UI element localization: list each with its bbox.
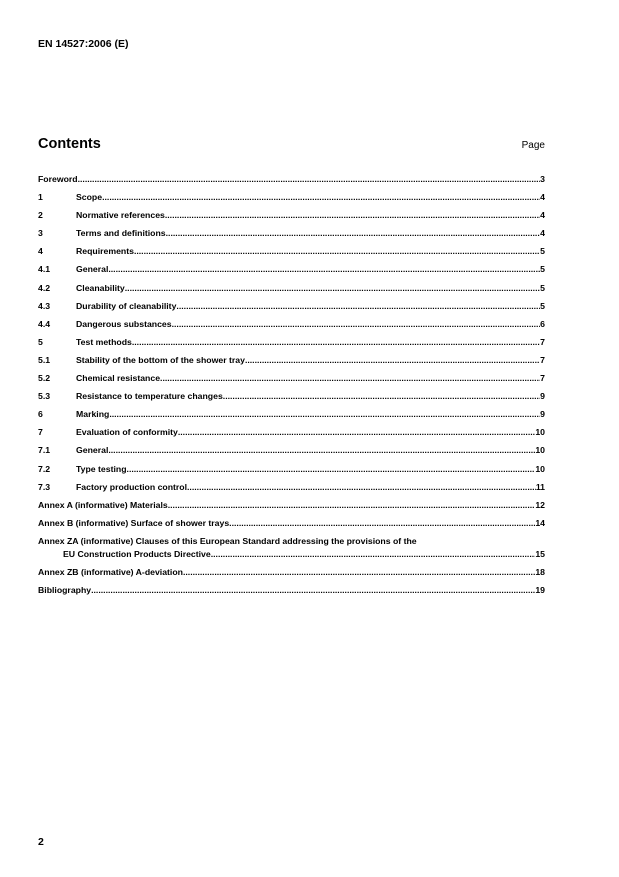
toc-entry-number: 7.3 [38, 481, 51, 492]
page-number: 2 [38, 836, 44, 848]
toc-entry[interactable] [38, 246, 545, 264]
leader-dots [176, 301, 540, 311]
toc-entry[interactable] [38, 536, 545, 563]
toc-entry[interactable] [38, 228, 545, 246]
toc-entry-page: 5 [540, 300, 545, 311]
toc-entry-page: 9 [540, 391, 545, 402]
toc-entry-title: Normative references [76, 210, 165, 221]
toc-entry-page: 4 [540, 228, 545, 239]
toc-entry-title: Cleanability [76, 282, 125, 293]
toc-entry[interactable] [38, 373, 545, 391]
toc-entry-page: 14 [535, 517, 545, 528]
toc-entry-page: 7 [540, 354, 545, 365]
toc-entry-title: Durability of cleanability [76, 300, 177, 311]
toc-entry-page: 9 [540, 409, 545, 420]
toc-entry-title: Annex B (informative) Surface of shower trays [38, 517, 230, 528]
toc-entry[interactable] [38, 355, 545, 373]
leader-dots [134, 246, 540, 256]
toc-entry-page: 7 [540, 373, 545, 384]
toc-entry-number: 3 [38, 228, 43, 239]
toc-entry-number: 4.4 [38, 318, 51, 329]
leader-dots [102, 192, 540, 202]
toc-entry-title: Dangerous substances [76, 318, 172, 329]
toc-entry-title: Requirements [76, 246, 134, 257]
toc-entry-title: Type testing [76, 463, 127, 474]
page-title: Contents [38, 136, 101, 152]
toc-entry-title: Annex ZB (informative) A-deviation [38, 566, 183, 577]
toc-entry[interactable] [38, 427, 545, 445]
toc-entry-title: Bibliography [38, 584, 92, 595]
toc-entry-page: 5 [540, 246, 545, 257]
toc-entry-number: 4.1 [38, 264, 51, 275]
toc-entry[interactable] [38, 192, 545, 210]
toc-entry-page: 5 [540, 264, 545, 275]
toc-entry-page: 10 [535, 445, 545, 456]
toc-entry[interactable] [38, 301, 545, 319]
toc-entry-title: Scope [76, 192, 103, 203]
leader-dots [172, 319, 541, 329]
toc-entry[interactable] [38, 283, 545, 301]
toc-entry-page: 11 [535, 481, 545, 492]
toc-entry-page: 7 [540, 336, 545, 347]
toc-entry[interactable] [38, 319, 545, 337]
toc-entry-title: Stability of the bottom of the shower tray [76, 354, 245, 365]
toc-entry-page: 4 [540, 192, 545, 203]
toc-entry-number: 4.2 [38, 282, 51, 293]
leader-dots [168, 500, 536, 510]
toc-entry-title: Annex A (informative) Materials [38, 499, 168, 510]
toc-entry-number: 2 [38, 210, 43, 221]
toc-entry-title: Factory production control [76, 481, 188, 492]
toc-entry[interactable] [38, 409, 545, 427]
toc-entry-title-cont: EU Construction Products Directive [63, 548, 211, 559]
toc-entry-number: 7 [38, 427, 43, 438]
toc-entry-title: Resistance to temperature changes [76, 391, 223, 402]
table-of-contents [38, 174, 545, 603]
toc-entry-title: Chemical resistance [76, 373, 161, 384]
toc-entry-title: General [76, 264, 109, 275]
toc-entry-page: 15 [535, 548, 545, 559]
toc-entry-number: 4 [38, 246, 43, 257]
toc-entry-page: 4 [540, 210, 545, 221]
toc-entry-page: 10 [535, 463, 545, 474]
leader-dots [127, 464, 536, 474]
toc-entry[interactable] [38, 567, 545, 585]
toc-entry-page: 19 [535, 584, 545, 595]
toc-entry[interactable] [38, 445, 545, 463]
toc-entry[interactable] [38, 337, 545, 355]
toc-entry[interactable] [38, 210, 545, 228]
toc-entry-title: Marking [76, 409, 110, 420]
document-header: EN 14527:2006 (E) [38, 38, 129, 50]
leader-dots [178, 427, 535, 437]
toc-entry[interactable] [38, 482, 545, 500]
toc-entry-title: Foreword [38, 174, 78, 184]
toc-entry-number: 5.2 [38, 373, 51, 384]
toc-entry-number: 5 [38, 336, 43, 347]
toc-entry-number: 5.3 [38, 391, 51, 402]
toc-entry[interactable] [38, 518, 545, 536]
toc-entry-title: Test methods [76, 336, 132, 347]
toc-entry-number: 6 [38, 409, 43, 420]
toc-entry[interactable] [38, 391, 545, 409]
toc-entry-title: General [76, 445, 109, 456]
toc-entry[interactable] [38, 264, 545, 282]
leader-dots [187, 482, 536, 492]
page-column-label: Page [521, 140, 545, 151]
leader-dots [166, 228, 541, 238]
toc-entry-number: 7.2 [38, 463, 51, 474]
toc-entry[interactable] [38, 500, 545, 518]
toc-entry-number: 5.1 [38, 354, 51, 365]
leader-dots [132, 337, 540, 347]
toc-entry-page: 5 [540, 282, 545, 293]
toc-entry[interactable] [38, 464, 545, 482]
toc-entry-page: 12 [535, 499, 545, 510]
leader-dots [108, 264, 540, 274]
leader-dots [229, 518, 535, 528]
leader-dots [211, 549, 536, 559]
leader-dots [223, 391, 540, 401]
toc-entry[interactable] [38, 174, 545, 192]
leader-dots [125, 283, 540, 293]
toc-entry-page: 6 [540, 318, 545, 329]
leader-dots [245, 355, 540, 365]
toc-entry-page: 18 [535, 566, 545, 577]
leader-dots [91, 585, 535, 595]
leader-dots [108, 445, 535, 455]
toc-entry-number: 4.3 [38, 300, 51, 311]
toc-entry[interactable] [38, 585, 545, 603]
leader-dots [165, 210, 540, 220]
toc-entry-title: Evaluation of conformity [76, 427, 178, 438]
leader-dots [78, 174, 541, 184]
toc-entry-number: 1 [38, 192, 43, 203]
toc-entry-title: Terms and definitions [76, 228, 166, 239]
leader-dots [183, 567, 535, 577]
toc-entry-title: Annex ZA (informative) Clauses of this European Standard addressing the provisions of the [38, 535, 417, 546]
toc-entry-page: 3 [540, 174, 545, 184]
leader-dots [160, 373, 540, 383]
leader-dots [109, 409, 540, 419]
toc-entry-page: 10 [535, 427, 545, 438]
toc-entry-number: 7.1 [38, 445, 51, 456]
